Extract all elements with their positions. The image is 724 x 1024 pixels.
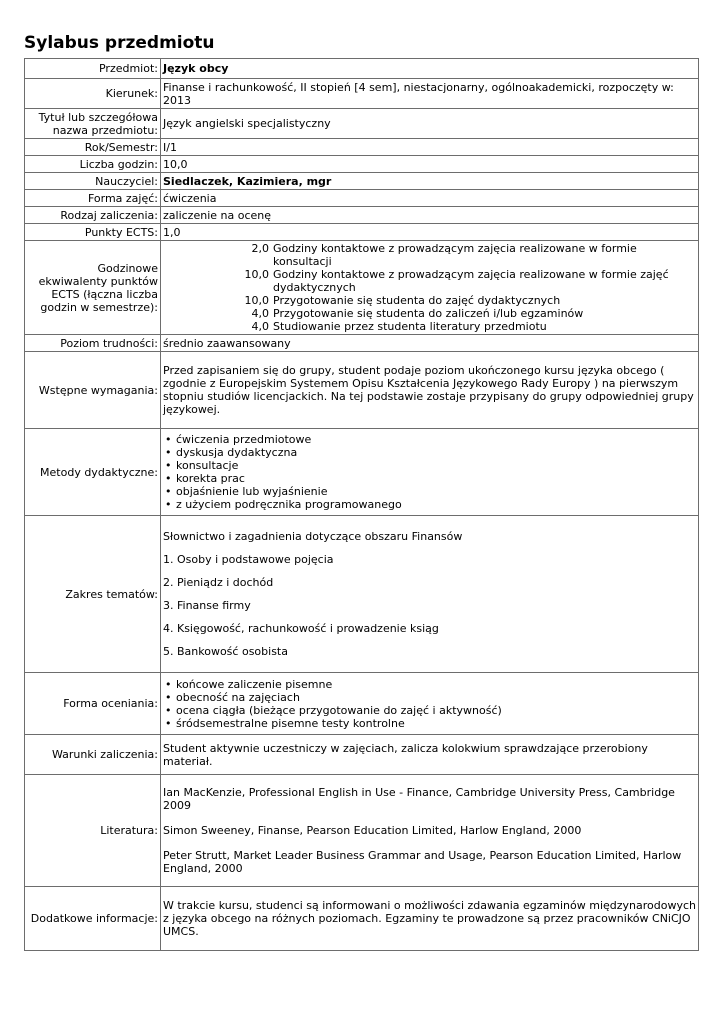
label-zakres: Zakres tematów: [25, 516, 161, 673]
hours-number: 2,0 [251, 242, 269, 255]
label-tytul: Tytuł lub szczegółowa nazwa przedmiotu: [25, 109, 161, 139]
hours-item [163, 242, 696, 268]
hours-description: Godziny kontaktowe z prowadzącym zajęcia realizowane w formie zajęć dydaktycznych [273, 268, 669, 294]
grading-list [163, 678, 696, 730]
hours-number: 4,0 [251, 320, 269, 333]
label-ects: Punkty ECTS: [25, 224, 161, 241]
label-dodatkowe: Dodatkowe informacje: [25, 887, 161, 951]
label-ocenianie: Forma oceniania: [25, 673, 161, 735]
row-przedmiot [25, 59, 699, 79]
value-godzinowe [161, 241, 699, 335]
topic-paragraph: 2. Pieniądz i dochód [163, 576, 274, 589]
value-tytul: Język angielski specjalistyczny [161, 109, 699, 139]
label-rok: Rok/Semestr: [25, 139, 161, 156]
hours-description: Studiowanie przez studenta literatury przedmiotu [273, 320, 547, 333]
row-tytul [25, 109, 699, 139]
list-item: • śródsemestralne pisemne testy kontrolne [163, 717, 696, 730]
hours-description: Godziny kontaktowe z prowadzącym zajęcia realizowane w formie konsultacji [273, 242, 637, 268]
value-przedmiot: Język obcy [161, 59, 699, 79]
list-item: • z użyciem podręcznika programowanego [163, 498, 696, 511]
row-godziny [25, 156, 699, 173]
topic-paragraph: Słownictwo i zagadnienia dotyczące obszaru Finansów [163, 530, 463, 543]
label-przedmiot: Przedmiot: [25, 59, 161, 79]
topic-paragraph: 1. Osoby i podstawowe pojęcia [163, 553, 334, 566]
hours-item [163, 268, 696, 294]
row-zakres [25, 516, 699, 673]
row-warunki [25, 735, 699, 775]
syllabus-table [24, 58, 699, 951]
row-poziom [25, 335, 699, 352]
value-literatura [161, 775, 699, 887]
topic-paragraph: 5. Bankowość osobista [163, 645, 288, 658]
reference-item: Peter Strutt, Market Leader Business Grammar and Usage, Pearson Education Limited, Harlow England, 2000 [163, 849, 682, 875]
value-forma: ćwiczenia [161, 190, 699, 207]
label-godziny: Liczba godzin: [25, 156, 161, 173]
hours-description: Przygotowanie się studenta do zajęć dydaktycznych [273, 294, 561, 307]
value-warunki: Student aktywnie uczestniczy w zajęciach, zalicza kolokwium sprawdzające przerobiony materiał. [161, 735, 699, 775]
row-literatura [25, 775, 699, 887]
row-ects [25, 224, 699, 241]
hours-description: Przygotowanie się studenta do zaliczeń i/lub egzaminów [273, 307, 584, 320]
row-rok [25, 139, 699, 156]
label-nauczyciel: Nauczyciel: [25, 173, 161, 190]
row-zaliczenie [25, 207, 699, 224]
value-nauczyciel: Siedlaczek, Kazimiera, mgr [161, 173, 699, 190]
list-item: • konsultacje [163, 459, 696, 472]
reference-item: Ian MacKenzie, Professional English in Use - Finance, Cambridge University Press, Cambridge 2009 [163, 786, 675, 812]
label-forma: Forma zajęć: [25, 190, 161, 207]
label-kierunek: Kierunek: [25, 79, 161, 109]
hours-item [163, 307, 696, 320]
list-item: • korekta prac [163, 472, 696, 485]
hours-number: 4,0 [251, 307, 269, 320]
label-warunki: Warunki zaliczenia: [25, 735, 161, 775]
value-kierunek: Finanse i rachunkowość, II stopień [4 sem], niestacjonarny, ogólnoakademicki, rozpoczęty w: 2013 [161, 79, 699, 109]
hours-item [163, 320, 696, 333]
row-forma [25, 190, 699, 207]
value-poziom: średnio zaawansowany [161, 335, 699, 352]
methods-list [163, 433, 696, 511]
row-wymagania [25, 352, 699, 429]
row-kierunek [25, 79, 699, 109]
list-item: • końcowe zaliczenie pisemne [163, 678, 696, 691]
hours-number: 10,0 [244, 268, 269, 281]
hours-item [163, 294, 696, 307]
list-item: • dyskusja dydaktyczna [163, 446, 696, 459]
list-item: • ćwiczenia przedmiotowe [163, 433, 696, 446]
hours-number: 10,0 [244, 294, 269, 307]
value-ects: 1,0 [161, 224, 699, 241]
value-wymagania: Przed zapisaniem się do grupy, student podaje poziom ukończonego kursu języka obcego ( zgodnie z Europejskim Systemem Opisu Kształcenia Językowego Rady Europy ) na pierwszym stopniu studiów licencjackich. Na tej podstawie zostaje przypisany do grupy odpowiedniej grupy językowej. [161, 352, 699, 429]
label-poziom: Poziom trudności: [25, 335, 161, 352]
value-zaliczenie: zaliczenie na ocenę [161, 207, 699, 224]
value-ocenianie [161, 673, 699, 735]
label-metody: Metody dydaktyczne: [25, 429, 161, 516]
topic-paragraph: 4. Księgowość, rachunkowość i prowadzenie ksiąg [163, 622, 439, 635]
label-zaliczenie: Rodzaj zaliczenia: [25, 207, 161, 224]
value-zakres [161, 516, 699, 673]
list-item: • objaśnienie lub wyjaśnienie [163, 485, 696, 498]
row-metody [25, 429, 699, 516]
label-literatura: Literatura: [25, 775, 161, 887]
row-godzinowe [25, 241, 699, 335]
reference-item: Simon Sweeney, Finanse, Pearson Education Limited, Harlow England, 2000 [163, 824, 582, 837]
list-item: • ocena ciągła (bieżące przygotowanie do zajęć i aktywność) [163, 704, 696, 717]
label-wymagania: Wstępne wymagania: [25, 352, 161, 429]
value-dodatkowe: W trakcie kursu, studenci są informowani o możliwości zdawania egzaminów międzynarodowych z języka obcego na różnych poziomach. Egzaminy te prowadzone są przez pracowników CNiCJO UMCS. [161, 887, 699, 951]
row-nauczyciel [25, 173, 699, 190]
value-godziny: 10,0 [161, 156, 699, 173]
row-dodatkowe [25, 887, 699, 951]
list-item: • obecność na zajęciach [163, 691, 696, 704]
row-ocenianie [25, 673, 699, 735]
value-metody [161, 429, 699, 516]
value-rok: I/1 [161, 139, 699, 156]
topic-paragraph: 3. Finanse firmy [163, 599, 251, 612]
page-title: Sylabus przedmiotu [24, 33, 215, 53]
label-godzinowe: Godzinowe ekwiwalenty punktów ECTS (łączna liczba godzin w semestrze): [25, 241, 161, 335]
